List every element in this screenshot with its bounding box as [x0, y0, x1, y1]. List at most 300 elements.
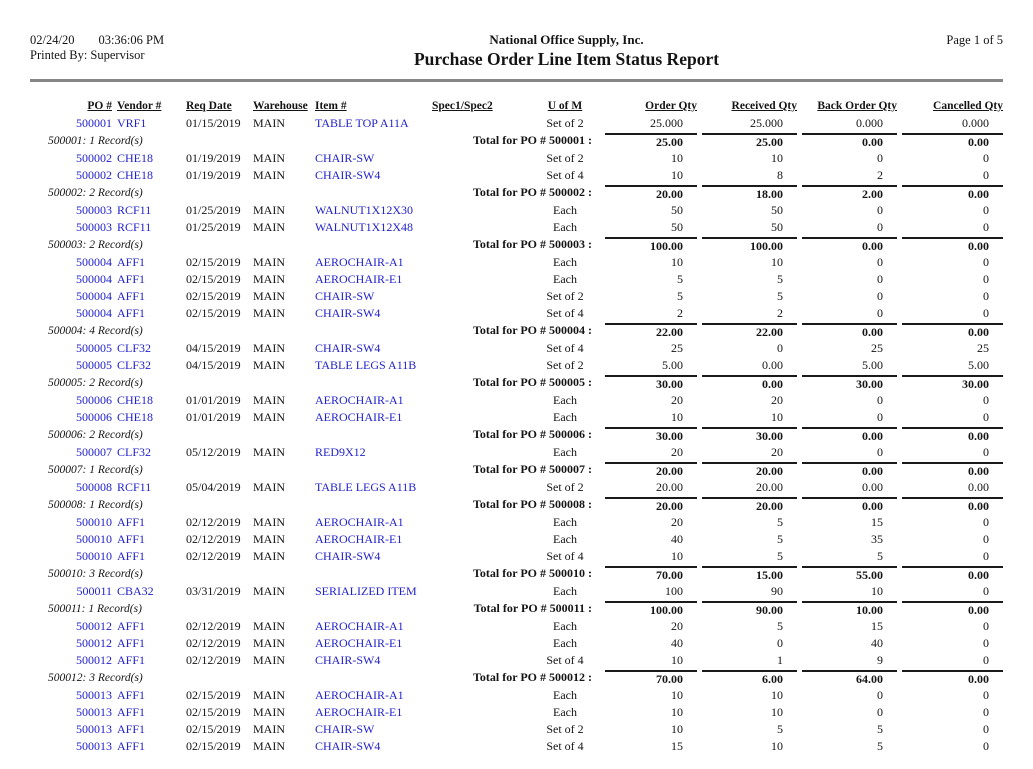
cancelled-qty-total: 0.00 [897, 565, 1003, 583]
uom-cell: Each [553, 584, 577, 598]
uom-cell: Each [553, 255, 577, 269]
item-row [30, 652, 1003, 669]
vendor-cell[interactable]: AFF1 [117, 636, 146, 650]
order-qty-total: 25.00 [600, 132, 697, 150]
received-qty-cell: 20 [771, 393, 783, 407]
order-qty-cell: 10 [671, 549, 683, 563]
spec-cell [430, 531, 530, 548]
po-number-cell[interactable]: 500003 [76, 203, 112, 217]
uom-cell: Set of 4 [546, 341, 584, 355]
cancelled-qty-total: 30.00 [897, 374, 1003, 392]
uom-cell: Each [553, 515, 577, 529]
record-count-label: 500003: 2 Record(s) [48, 239, 143, 251]
report-title: Purchase Order Line Item Status Report [413, 49, 720, 69]
spec-cell [430, 704, 530, 721]
warehouse-cell: MAIN [253, 515, 285, 529]
item-row [30, 635, 1003, 652]
back-order-qty-total: 0.00 [797, 132, 897, 150]
po-total-row [30, 600, 1003, 618]
uom-cell: Set of 4 [546, 168, 584, 182]
item-cell[interactable]: CHAIR-SW4 [315, 549, 381, 563]
item-cell[interactable]: AEROCHAIR-A1 [315, 255, 404, 269]
total-label-cell [30, 669, 600, 687]
cancelled-qty-cell: 0 [983, 393, 989, 407]
col-header-order-qty: Order Qty [645, 100, 697, 112]
cancelled-qty-cell: 0 [983, 272, 989, 286]
warehouse-cell: MAIN [253, 151, 285, 165]
back-order-qty-cell: 5 [877, 722, 883, 736]
order-qty-total: 30.00 [600, 426, 697, 444]
back-order-qty-cell: 0 [877, 445, 883, 459]
po-number-cell[interactable]: 500006 [76, 410, 112, 424]
uom-cell: Set of 4 [546, 549, 584, 563]
order-qty-cell: 20 [671, 393, 683, 407]
warehouse-cell: MAIN [253, 341, 285, 355]
col-header-warehouse: Warehouse [253, 100, 308, 112]
vendor-cell[interactable]: AFF1 [117, 289, 146, 303]
received-qty-total: 90.00 [697, 600, 797, 618]
req-date-cell: 02/12/2019 [186, 619, 241, 633]
back-order-qty-cell: 0 [877, 151, 883, 165]
report-time: 03:36:06 PM [98, 33, 165, 47]
item-cell[interactable]: WALNUT1X12X30 [315, 203, 413, 217]
order-qty-total: 22.00 [600, 322, 697, 340]
cancelled-qty-total: 0.00 [897, 600, 1003, 618]
uom-cell: Set of 2 [546, 289, 584, 303]
item-cell[interactable]: AEROCHAIR-E1 [315, 705, 403, 719]
req-date-cell: 02/12/2019 [186, 515, 241, 529]
warehouse-cell: MAIN [253, 688, 285, 702]
received-qty-total: 25.00 [697, 132, 797, 150]
back-order-qty-cell: 0.000 [856, 116, 883, 130]
req-date-cell: 02/12/2019 [186, 532, 241, 546]
vendor-cell[interactable]: CHE18 [117, 168, 153, 182]
item-cell[interactable]: TABLE LEGS A11B [315, 480, 417, 494]
cancelled-qty-total: 0.00 [897, 184, 1003, 202]
received-qty-cell: 10 [771, 739, 783, 753]
req-date-cell: 03/31/2019 [186, 584, 241, 598]
back-order-qty-total: 0.00 [797, 461, 897, 479]
spec-cell [430, 514, 530, 531]
total-for-po-label: Total for PO # 500002 : [473, 185, 592, 199]
received-qty-cell: 10 [771, 705, 783, 719]
vendor-cell[interactable]: CHE18 [117, 410, 153, 424]
po-number-cell[interactable]: 500013 [76, 722, 112, 736]
item-row [30, 704, 1003, 721]
po-number-cell[interactable]: 500011 [76, 584, 112, 598]
item-cell[interactable]: CHAIR-SW4 [315, 168, 381, 182]
cancelled-qty-cell: 0 [983, 306, 989, 320]
req-date-cell: 04/15/2019 [186, 341, 241, 355]
po-number-cell[interactable]: 500013 [76, 705, 112, 719]
vendor-cell[interactable]: CLF32 [117, 445, 152, 459]
po-total-row [30, 322, 1003, 340]
po-number-cell[interactable]: 500010 [76, 532, 112, 546]
received-qty-cell: 10 [771, 151, 783, 165]
received-qty-cell: 90 [771, 584, 783, 598]
req-date-cell: 02/12/2019 [186, 653, 241, 667]
vendor-cell[interactable]: RCF11 [117, 220, 152, 234]
vendor-cell[interactable]: AFF1 [117, 549, 146, 563]
received-qty-cell: 20 [771, 445, 783, 459]
col-header-spec: Spec1/Spec2 [432, 100, 493, 112]
received-qty-total: 30.00 [697, 426, 797, 444]
record-count-label: 500006: 2 Record(s) [48, 429, 143, 441]
back-order-qty-cell: 5 [877, 549, 883, 563]
back-order-qty-cell: 0 [877, 255, 883, 269]
spec-cell [430, 635, 530, 652]
spec-cell [430, 340, 530, 357]
item-cell[interactable]: AEROCHAIR-A1 [315, 515, 404, 529]
cancelled-qty-cell: 0 [983, 549, 989, 563]
req-date-cell: 02/15/2019 [186, 705, 241, 719]
item-row [30, 150, 1003, 167]
record-count-label: 500008: 1 Record(s) [48, 499, 143, 511]
back-order-qty-cell: 0 [877, 220, 883, 234]
order-qty-cell: 25 [671, 341, 683, 355]
spec-cell [430, 687, 530, 704]
req-date-cell: 02/15/2019 [186, 739, 241, 753]
header-left-block [30, 33, 300, 63]
received-qty-cell: 50 [771, 220, 783, 234]
total-for-po-label: Total for PO # 500006 : [473, 427, 592, 441]
vendor-cell[interactable]: RCF11 [117, 480, 152, 494]
po-number-cell[interactable]: 500007 [76, 445, 112, 459]
total-label-cell [30, 322, 600, 340]
total-label-cell [30, 426, 600, 444]
item-cell[interactable]: RED9X12 [315, 445, 366, 459]
vendor-cell[interactable]: AFF1 [117, 739, 146, 753]
received-qty-cell: 5 [777, 515, 783, 529]
po-number-cell[interactable]: 500004 [76, 272, 112, 286]
vendor-cell[interactable]: AFF1 [117, 255, 146, 269]
item-cell[interactable]: CHAIR-SW [315, 151, 375, 165]
received-qty-cell: 10 [771, 410, 783, 424]
req-date-cell: 01/01/2019 [186, 410, 241, 424]
received-qty-total: 15.00 [697, 565, 797, 583]
cancelled-qty-cell: 0.00 [968, 480, 989, 494]
po-total-row [30, 184, 1003, 202]
po-number-cell[interactable]: 500005 [76, 341, 112, 355]
item-cell[interactable]: AEROCHAIR-A1 [315, 688, 404, 702]
received-qty-cell: 0 [777, 341, 783, 355]
warehouse-cell: MAIN [253, 480, 285, 494]
col-header-cancelled-qty: Cancelled Qty [933, 100, 1003, 112]
total-for-po-label: Total for PO # 500003 : [473, 237, 592, 251]
vendor-cell[interactable]: AFF1 [117, 306, 146, 320]
vendor-cell[interactable]: AFF1 [117, 688, 146, 702]
vendor-cell[interactable]: CLF32 [117, 341, 152, 355]
spec-cell [430, 202, 530, 219]
cancelled-qty-cell: 0 [983, 653, 989, 667]
vendor-cell[interactable]: CLF32 [117, 358, 152, 372]
order-qty-cell: 10 [671, 410, 683, 424]
po-number-cell[interactable]: 500002 [76, 151, 112, 165]
item-cell[interactable]: WALNUT1X12X48 [315, 220, 413, 234]
cancelled-qty-total: 0.00 [897, 132, 1003, 150]
order-qty-total: 20.00 [600, 184, 697, 202]
back-order-qty-cell: 15 [871, 515, 883, 529]
back-order-qty-total: 30.00 [797, 374, 897, 392]
back-order-qty-cell: 15 [871, 619, 883, 633]
spec-cell [430, 618, 530, 635]
vendor-cell[interactable]: VRF1 [117, 116, 147, 130]
vendor-cell[interactable]: AFF1 [117, 515, 146, 529]
cancelled-qty-cell: 0 [983, 151, 989, 165]
req-date-cell: 02/15/2019 [186, 289, 241, 303]
cancelled-qty-cell: 5.00 [968, 358, 989, 372]
cancelled-qty-cell: 0 [983, 584, 989, 598]
received-qty-total: 100.00 [697, 236, 797, 254]
req-date-cell: 02/15/2019 [186, 255, 241, 269]
po-total-row [30, 669, 1003, 687]
po-number-cell[interactable]: 500008 [76, 480, 112, 494]
po-number-cell[interactable]: 500012 [76, 619, 112, 633]
item-cell[interactable]: CHAIR-SW4 [315, 341, 381, 355]
vendor-cell[interactable]: CHE18 [117, 393, 153, 407]
total-label-cell [30, 132, 600, 150]
warehouse-cell: MAIN [253, 739, 285, 753]
cancelled-qty-total: 0.00 [897, 426, 1003, 444]
item-cell[interactable]: AEROCHAIR-A1 [315, 393, 404, 407]
order-qty-cell: 100 [665, 584, 683, 598]
back-order-qty-total: 0.00 [797, 236, 897, 254]
received-qty-cell: 50 [771, 203, 783, 217]
vendor-cell[interactable]: AFF1 [117, 272, 146, 286]
cancelled-qty-cell: 0 [983, 688, 989, 702]
col-header-item: Item # [315, 100, 347, 112]
order-qty-total: 70.00 [600, 565, 697, 583]
vendor-cell[interactable]: CHE18 [117, 151, 153, 165]
item-cell[interactable]: CHAIR-SW4 [315, 739, 381, 753]
po-total-row [30, 565, 1003, 583]
warehouse-cell: MAIN [253, 358, 285, 372]
po-number-cell[interactable]: 500012 [76, 653, 112, 667]
col-header-req-date: Req Date [186, 100, 232, 112]
warehouse-cell: MAIN [253, 445, 285, 459]
po-number-cell[interactable]: 500004 [76, 255, 112, 269]
po-line-item-table [30, 95, 1003, 755]
item-cell[interactable]: TABLE LEGS A11B [315, 358, 417, 372]
item-row [30, 254, 1003, 271]
po-total-row [30, 374, 1003, 392]
req-date-cell: 02/12/2019 [186, 549, 241, 563]
cancelled-qty-cell: 0.000 [962, 116, 989, 130]
item-cell[interactable]: CHAIR-SW4 [315, 653, 381, 667]
order-qty-total: 20.00 [600, 496, 697, 514]
item-cell[interactable]: AEROCHAIR-A1 [315, 619, 404, 633]
po-number-cell[interactable]: 500004 [76, 306, 112, 320]
back-order-qty-cell: 25 [871, 341, 883, 355]
uom-cell: Each [553, 688, 577, 702]
received-qty-cell: 8 [777, 168, 783, 182]
spec-cell [430, 357, 530, 374]
item-row [30, 548, 1003, 565]
back-order-qty-cell: 5 [877, 739, 883, 753]
uom-cell: Each [553, 532, 577, 546]
po-total-row [30, 236, 1003, 254]
req-date-cell: 02/15/2019 [186, 272, 241, 286]
total-label-cell [30, 236, 600, 254]
back-order-qty-cell: 10 [871, 584, 883, 598]
order-qty-cell: 40 [671, 532, 683, 546]
cancelled-qty-cell: 0 [983, 636, 989, 650]
warehouse-cell: MAIN [253, 705, 285, 719]
uom-cell: Set of 4 [546, 739, 584, 753]
po-number-cell[interactable]: 500010 [76, 515, 112, 529]
order-qty-cell: 40 [671, 636, 683, 650]
back-order-qty-cell: 9 [877, 653, 883, 667]
table-header [30, 95, 1003, 115]
po-number-cell[interactable]: 500013 [76, 688, 112, 702]
back-order-qty-cell: 2 [877, 168, 883, 182]
item-row [30, 167, 1003, 184]
received-qty-total: 20.00 [697, 496, 797, 514]
uom-cell: Each [553, 410, 577, 424]
warehouse-cell: MAIN [253, 203, 285, 217]
page-indicator: Page 1 of 5 [946, 33, 1003, 47]
po-number-cell[interactable]: 500012 [76, 636, 112, 650]
col-header-received-qty: Received Qty [731, 100, 797, 112]
back-order-qty-total: 0.00 [797, 496, 897, 514]
order-qty-cell: 10 [671, 653, 683, 667]
received-qty-cell: 10 [771, 688, 783, 702]
order-qty-total: 100.00 [600, 236, 697, 254]
cancelled-qty-cell: 0 [983, 739, 989, 753]
po-total-row [30, 132, 1003, 150]
cancelled-qty-cell: 25 [977, 341, 989, 355]
uom-cell: Set of 4 [546, 306, 584, 320]
item-cell[interactable]: CHAIR-SW [315, 289, 375, 303]
req-date-cell: 05/04/2019 [186, 480, 241, 494]
item-cell[interactable]: AEROCHAIR-E1 [315, 532, 403, 546]
item-cell[interactable]: AEROCHAIR-E1 [315, 636, 403, 650]
record-count-label: 500011: 1 Record(s) [48, 603, 142, 615]
item-row [30, 288, 1003, 305]
cancelled-qty-total: 0.00 [897, 236, 1003, 254]
spec-cell [430, 392, 530, 409]
uom-cell: Each [553, 393, 577, 407]
order-qty-total: 70.00 [600, 669, 697, 687]
req-date-cell: 02/15/2019 [186, 688, 241, 702]
order-qty-cell: 10 [671, 688, 683, 702]
warehouse-cell: MAIN [253, 306, 285, 320]
company-name: National Office Supply, Inc. [489, 32, 644, 47]
uom-cell: Each [553, 445, 577, 459]
po-number-cell[interactable]: 500002 [76, 168, 112, 182]
cancelled-qty-cell: 0 [983, 705, 989, 719]
order-qty-total: 100.00 [600, 600, 697, 618]
column-header-row [30, 95, 1003, 115]
uom-cell: Each [553, 203, 577, 217]
received-qty-cell: 20.00 [756, 480, 783, 494]
spec-cell [430, 548, 530, 565]
vendor-cell[interactable]: CBA32 [117, 584, 154, 598]
vendor-cell[interactable]: RCF11 [117, 203, 152, 217]
report-table-body [30, 115, 1003, 755]
item-cell[interactable]: AEROCHAIR-E1 [315, 272, 403, 286]
received-qty-cell: 2 [777, 306, 783, 320]
total-for-po-label: Total for PO # 500007 : [473, 462, 592, 476]
back-order-qty-cell: 0 [877, 688, 883, 702]
spec-cell [430, 652, 530, 669]
warehouse-cell: MAIN [253, 549, 285, 563]
cancelled-qty-cell: 0 [983, 255, 989, 269]
po-number-cell[interactable]: 500006 [76, 393, 112, 407]
vendor-cell[interactable]: AFF1 [117, 705, 146, 719]
item-cell[interactable]: TABLE TOP A11A [315, 116, 409, 130]
uom-cell: Each [553, 619, 577, 633]
item-row [30, 514, 1003, 531]
total-label-cell [30, 600, 600, 618]
received-qty-total: 22.00 [697, 322, 797, 340]
vendor-cell[interactable]: AFF1 [117, 532, 146, 546]
order-qty-cell: 20.00 [656, 480, 683, 494]
req-date-cell: 04/15/2019 [186, 358, 241, 372]
total-for-po-label: Total for PO # 500004 : [473, 323, 592, 337]
order-qty-cell: 25.000 [650, 116, 683, 130]
warehouse-cell: MAIN [253, 410, 285, 424]
vendor-cell[interactable]: AFF1 [117, 722, 146, 736]
po-number-cell[interactable]: 500013 [76, 739, 112, 753]
po-number-cell[interactable]: 500003 [76, 220, 112, 234]
back-order-qty-total: 0.00 [797, 322, 897, 340]
vendor-cell[interactable]: AFF1 [117, 619, 146, 633]
record-count-label: 500001: 1 Record(s) [48, 135, 143, 147]
order-qty-cell: 50 [671, 220, 683, 234]
back-order-qty-total: 64.00 [797, 669, 897, 687]
item-row [30, 444, 1003, 461]
vendor-cell[interactable]: AFF1 [117, 653, 146, 667]
order-qty-cell: 5 [677, 289, 683, 303]
received-qty-cell: 25.000 [750, 116, 783, 130]
order-qty-cell: 15 [671, 739, 683, 753]
item-cell[interactable]: CHAIR-SW [315, 722, 375, 736]
warehouse-cell: MAIN [253, 653, 285, 667]
warehouse-cell: MAIN [253, 168, 285, 182]
report-header [30, 33, 1003, 70]
cancelled-qty-total: 0.00 [897, 322, 1003, 340]
item-row [30, 409, 1003, 426]
item-cell[interactable]: CHAIR-SW4 [315, 306, 381, 320]
order-qty-cell: 20 [671, 445, 683, 459]
cancelled-qty-cell: 0 [983, 168, 989, 182]
item-row [30, 340, 1003, 357]
item-cell[interactable]: SERIALIZED ITEM [315, 584, 417, 598]
po-number-cell[interactable]: 500010 [76, 549, 112, 563]
received-qty-cell: 5 [777, 722, 783, 736]
item-cell[interactable]: AEROCHAIR-E1 [315, 410, 403, 424]
uom-cell: Set of 2 [546, 151, 584, 165]
order-qty-cell: 10 [671, 722, 683, 736]
po-number-cell[interactable]: 500004 [76, 289, 112, 303]
cancelled-qty-total: 0.00 [897, 461, 1003, 479]
po-total-row [30, 496, 1003, 514]
cancelled-qty-cell: 0 [983, 289, 989, 303]
item-row [30, 357, 1003, 374]
uom-cell: Each [553, 220, 577, 234]
po-number-cell[interactable]: 500001 [76, 116, 112, 130]
order-qty-total: 30.00 [600, 374, 697, 392]
header-right-block [833, 33, 1003, 48]
header-center-block [300, 33, 833, 70]
back-order-qty-cell: 0.00 [862, 480, 883, 494]
order-qty-cell: 20 [671, 515, 683, 529]
warehouse-cell: MAIN [253, 619, 285, 633]
uom-cell: Set of 2 [546, 722, 584, 736]
spec-cell [430, 444, 530, 461]
po-number-cell[interactable]: 500005 [76, 358, 112, 372]
